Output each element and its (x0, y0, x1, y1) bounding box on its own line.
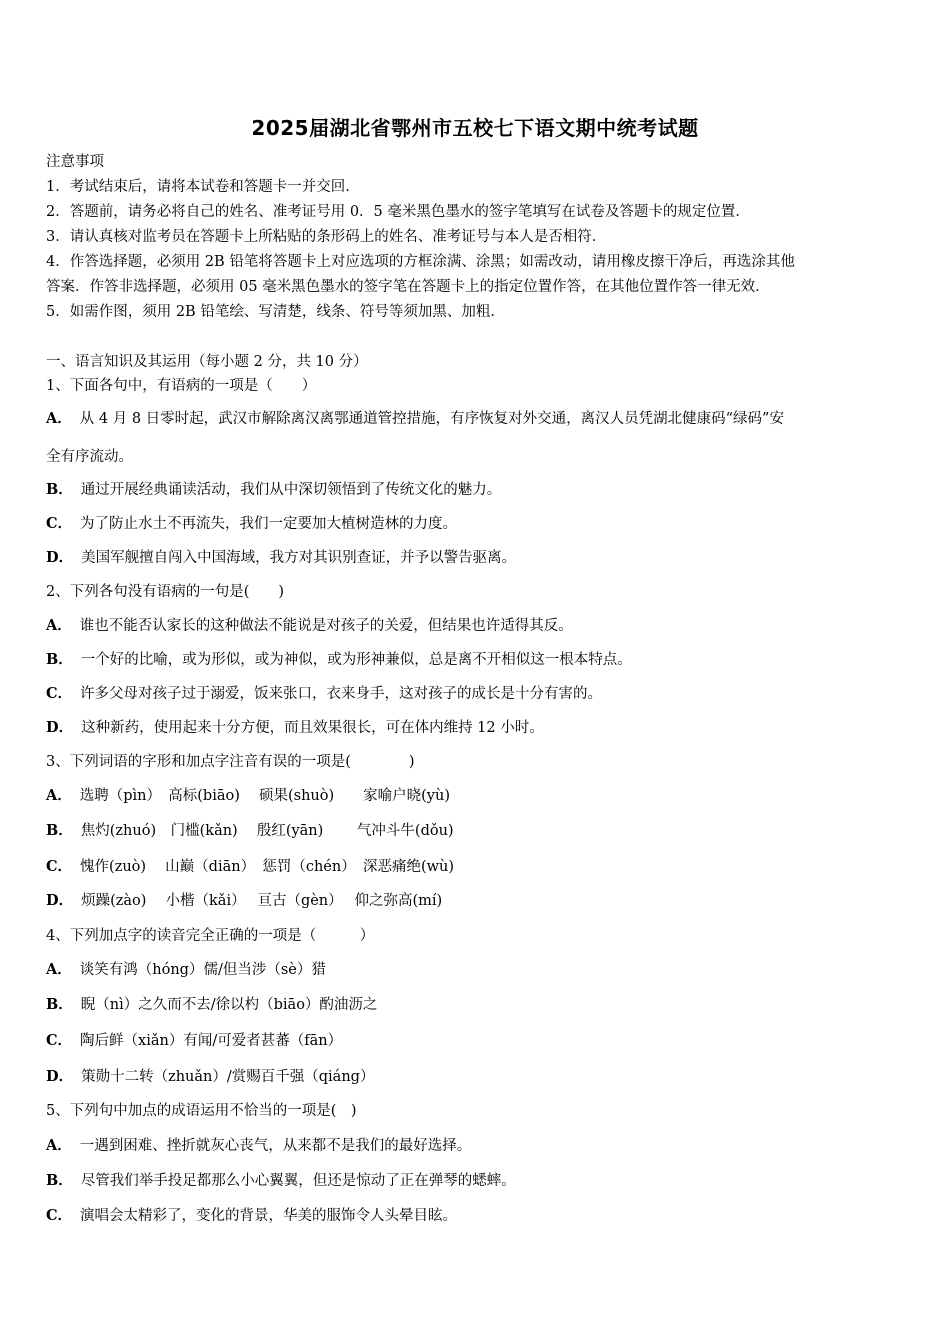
option-text: 全有序流动。 (46, 449, 133, 465)
question-option (46, 409, 784, 429)
question-option (46, 891, 442, 911)
option-label: B． (46, 1172, 73, 1189)
question-option (46, 684, 602, 704)
option-label: A． (46, 961, 72, 978)
option-text: 愧作(zuò) 山巅（diān） 惩罚（chén） 深恶痛绝(wù) (80, 859, 455, 875)
option-text: 为了防止水土不再流失，我们一定要加大植树造林的力度。 (80, 516, 458, 532)
notice-item: 5．如需作图，须用 2B 铅笔绘、写清楚，线条、符号等须加黑、加粗． (46, 304, 505, 320)
question-option (46, 1136, 471, 1156)
option-text: 这种新药，使用起来十分方便，而且效果很长，可在体内维持 12 小时。 (81, 720, 544, 736)
question-stem: 3、下列词语的字形和加点字注音有误的一项是( ) (46, 754, 415, 770)
option-text: 焦灼(zhuó) 门槛(kǎn) 殷红(yān) 气冲斗牛(dǒu) (80, 823, 454, 839)
notice-item: 4．作答选择题，必须用 2B 铅笔将答题卡上对应选项的方框涂满、涂黑；如需改动，请用橡皮擦干净后，再选涂其他 (46, 254, 795, 270)
option-label: C． (46, 515, 73, 532)
question-option (46, 786, 450, 806)
option-label: A． (46, 1137, 72, 1154)
option-label: D． (46, 719, 74, 736)
option-label: B． (46, 651, 73, 668)
option-text: 谁也不能否认家长的这种做法不能说是对孩子的关爱，但结果也许适得其反。 (79, 618, 573, 634)
question-stem: 5、下列句中加点的成语运用不恰当的一项是( ) (46, 1103, 357, 1119)
option-label: D． (46, 549, 74, 566)
option-text: 一遇到困难、挫折就灰心丧气，从来都不是我们的最好选择。 (79, 1138, 472, 1154)
option-text: 策勋十二转（zhuǎn）/赏赐百千强（qiáng） (81, 1069, 375, 1085)
option-label: C． (46, 1207, 73, 1224)
question-option (46, 1171, 516, 1191)
option-label: A． (46, 617, 72, 634)
option-text: 烦躁(zào) 小楷（kǎi） 亘古（gèn） 仰之弥高(mí) (81, 893, 443, 909)
question-option (46, 1031, 342, 1051)
option-text: 谈笑有鸿（hóng）儒/但当涉（sè）猎 (79, 962, 326, 978)
notice-heading: 注意事项 (46, 154, 104, 170)
option-label: C． (46, 1032, 73, 1049)
question-option-continuation (46, 447, 133, 467)
notice-item: 答案．作答非选择题，必须用 05 毫米黑色墨水的签字笔在答题卡上的指定位置作答，在其他位置作答一律无效． (46, 279, 770, 295)
question-stem: 4、下列加点字的读音完全正确的一项是（ ） (46, 928, 375, 944)
option-label: A． (46, 787, 72, 804)
question-option (46, 960, 326, 980)
question-option (46, 718, 544, 738)
option-text: 通过开展经典诵读活动，我们从中深切领悟到了传统文化的魅力。 (80, 482, 502, 498)
notice-item: 1．考试结束后，请将本试卷和答题卡一并交回． (46, 179, 360, 195)
question-option (46, 650, 632, 670)
option-text: 许多父母对孩子过于溺爱，饭来张口，衣来身手，这对孩子的成长是十分有害的。 (80, 686, 603, 702)
question-stem: 1、下面各句中，有语病的一项是（ ） (46, 378, 317, 394)
question-stem: 2、下列各句没有语病的一句是( ) (46, 584, 285, 600)
page-title: 2025届湖北省鄂州市五校七下语文期中统考试题 (251, 116, 699, 140)
option-text: 从 4 月 8 日零时起，武汉市解除离汉离鄂通道管控措施，有序恢复对外交通，离汉人员凭湖北健康码“绿码”安 (79, 411, 784, 427)
option-label: B． (46, 822, 73, 839)
option-text: 睨（nì）之久而不去/徐以杓（biāo）酌油沥之 (80, 997, 378, 1013)
option-text: 演唱会太精彩了，变化的背景，华美的服饰令人头晕目眩。 (80, 1208, 458, 1224)
option-text: 美国军舰擅自闯入中国海域，我方对其识别查证，并予以警告驱离。 (81, 550, 517, 566)
question-option (46, 548, 516, 568)
option-text: 尽管我们举手投足都那么小心翼翼，但还是惊动了正在弹琴的蟋蟀。 (80, 1173, 516, 1189)
notice-item: 3．请认真核对监考员在答题卡上所粘贴的条形码上的姓名、准考证号与本人是否相符． (46, 229, 607, 245)
question-option (46, 821, 454, 841)
option-label: C． (46, 858, 73, 875)
option-label: C． (46, 685, 73, 702)
option-label: B． (46, 996, 73, 1013)
option-text: 一个好的比喻，或为形似，或为神似，或为形神兼似，总是离不开相似这一根本特点。 (80, 652, 632, 668)
option-label: D． (46, 892, 74, 909)
question-option (46, 1206, 457, 1226)
option-label: A． (46, 410, 72, 427)
option-label: B． (46, 481, 73, 498)
question-option (46, 616, 573, 636)
question-option (46, 480, 501, 500)
question-option (46, 514, 457, 534)
question-option (46, 857, 454, 877)
option-label: D． (46, 1068, 74, 1085)
option-text: 选聘（pìn） 高标(biāo) 硕果(shuò) 家喻户晓(yù) (79, 788, 450, 804)
section-heading: 一、语言知识及其运用（每小题 2 分，共 10 分） (46, 354, 368, 370)
notice-item: 2．答题前，请务必将自己的姓名、准考证号用 0．5 毫米黑色墨水的签字笔填写在试卷及答题卡的规定位置． (46, 204, 750, 220)
question-option (46, 995, 377, 1015)
question-option (46, 1067, 374, 1087)
option-text: 陶后鲜（xiǎn）有闻/可爱者甚蕃（fān） (80, 1033, 343, 1049)
